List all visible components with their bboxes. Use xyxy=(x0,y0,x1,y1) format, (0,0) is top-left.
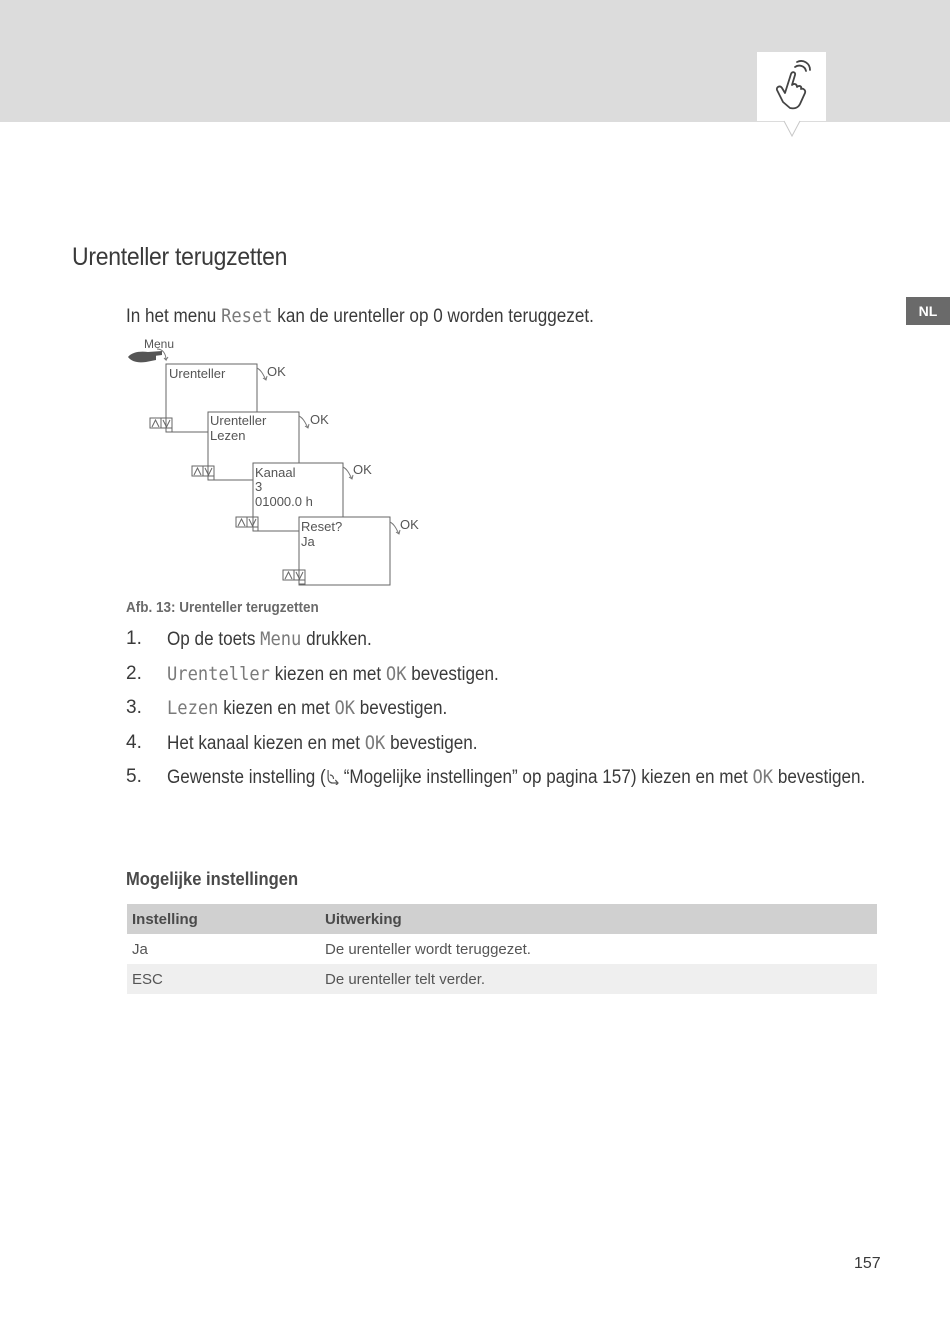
step-number: 2. xyxy=(126,662,142,684)
menu-label: Menu xyxy=(144,337,175,351)
screen-line: Urenteller xyxy=(210,413,267,428)
settings-table xyxy=(127,904,877,994)
ok-label: OK xyxy=(267,364,286,379)
step-number: 4. xyxy=(126,731,142,753)
figure-caption: Afb. 13: Urenteller terugzetten xyxy=(126,599,319,616)
table-row xyxy=(127,964,877,994)
screen-line: 01000.0 h xyxy=(255,494,313,509)
screen-line: Ja xyxy=(301,534,315,549)
menu-diagram xyxy=(126,336,436,591)
screen-line: Reset? xyxy=(301,519,343,534)
step-number: 3. xyxy=(126,697,142,718)
page-title: Urenteller terugzetten xyxy=(72,243,288,271)
step-text: Op de toets Menu drukken. xyxy=(167,628,372,650)
screen-line: Kanaal xyxy=(255,465,296,480)
menu-hand-icon xyxy=(128,351,162,362)
page-number: 157 xyxy=(854,1255,881,1272)
section-heading: Mogelijke instellingen xyxy=(126,869,299,889)
icon-tab xyxy=(757,52,826,121)
screen-line: Lezen xyxy=(210,428,246,443)
table-cell: Ja xyxy=(132,940,148,958)
step-number: 1. xyxy=(126,628,142,649)
tab-pointer xyxy=(782,120,802,138)
step-text: Lezen kiezen en met OK bevestigen. xyxy=(167,697,448,719)
intro-after: kan de urenteller op 0 worden teruggezet. xyxy=(277,306,594,327)
cross-reference-link[interactable]: “Mogelijke instellingen” xyxy=(343,767,518,788)
intro-before: In het menu xyxy=(126,306,217,327)
step-text: Urenteller kiezen en met OK bevestigen. xyxy=(167,662,499,685)
hand-pointer-icon xyxy=(757,52,826,121)
ok-label: OK xyxy=(310,412,329,427)
column-header: Uitwerking xyxy=(320,904,877,934)
step-text: Het kanaal kiezen en met OK bevestigen. xyxy=(167,731,478,754)
step-text: Gewenste instelling ( “Mogelijke instellingen” op pagina 157) kiezen en met OK bevestigen. xyxy=(167,766,866,788)
table-cell: De urenteller telt verder. xyxy=(320,964,877,994)
screen-line: 3 xyxy=(255,479,263,494)
table-cell: ESC xyxy=(127,964,320,994)
cross-reference-icon xyxy=(326,769,340,785)
table-cell: De urenteller wordt teruggezet. xyxy=(325,940,531,958)
ok-label: OK xyxy=(353,462,372,477)
language-tab[interactable]: NL xyxy=(906,297,950,325)
ok-label: OK xyxy=(400,517,419,532)
screen-line: Urenteller xyxy=(169,366,226,381)
column-header: Instelling xyxy=(127,904,320,934)
table-header-row xyxy=(127,904,877,934)
table-row xyxy=(127,934,877,964)
intro-text xyxy=(126,305,594,328)
step-number: 5. xyxy=(126,766,142,787)
intro-code: Reset xyxy=(221,305,273,327)
